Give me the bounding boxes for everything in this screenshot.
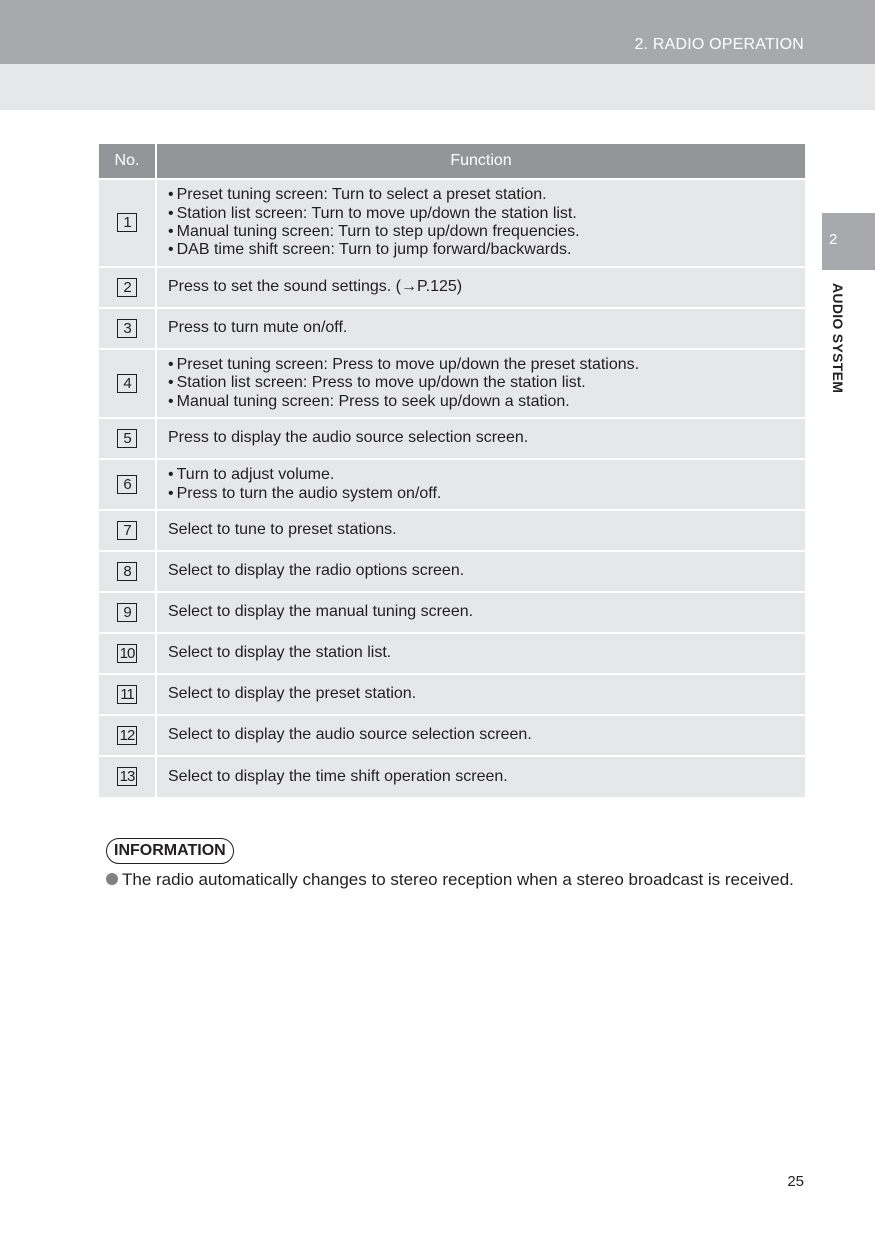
header-bar (0, 0, 875, 64)
bullet-icon: • (168, 466, 174, 484)
bullet-icon: • (168, 204, 174, 222)
function-text: Select to display the radio options screen. (168, 562, 465, 580)
function-list-item (168, 393, 795, 411)
item-number-badge: 1 (117, 213, 137, 232)
row-number-cell (99, 179, 156, 267)
item-number-badge: 3 (117, 319, 137, 338)
table-row (99, 418, 805, 459)
function-text: Select to display the preset station. (168, 685, 417, 703)
chapter-number: 2 (829, 231, 838, 248)
table-body (99, 179, 805, 797)
bullet-icon: • (168, 484, 174, 502)
table-row (99, 349, 805, 418)
row-number-cell (99, 418, 156, 459)
page-number: 25 (787, 1173, 804, 1190)
item-number-badge: 11 (117, 685, 137, 704)
row-number-cell (99, 715, 156, 756)
function-text: Select to display the time shift operation screen. (168, 767, 508, 785)
function-cell (156, 308, 805, 349)
function-text: Select to display the manual tuning screen. (168, 603, 474, 621)
function-cell (156, 551, 805, 592)
table-row (99, 459, 805, 510)
row-number-cell (99, 349, 156, 418)
function-cell (156, 418, 805, 459)
table-row (99, 674, 805, 715)
bullet-icon: • (168, 186, 174, 204)
table-row (99, 267, 805, 308)
bullet-icon: • (168, 374, 174, 392)
function-text: Press to set the sound settings. (→P.125) (168, 278, 463, 296)
row-number-cell (99, 267, 156, 308)
function-text: Select to display the audio source selection screen. (168, 726, 532, 744)
function-text: Preset tuning screen: Press to move up/down the preset stations. (176, 355, 640, 373)
function-list (168, 356, 795, 411)
table-row (99, 179, 805, 267)
function-cell (156, 179, 805, 267)
item-number-badge: 13 (117, 767, 137, 786)
row-number-cell (99, 308, 156, 349)
information-label: INFORMATION (106, 838, 234, 864)
bullet-icon (106, 873, 118, 885)
table-row (99, 715, 805, 756)
function-text: Press to display the audio source selection screen. (168, 429, 529, 447)
function-text: Manual tuning screen: Press to seek up/down a station. (176, 392, 570, 410)
function-cell (156, 633, 805, 674)
function-text: Manual tuning screen: Turn to step up/down frequencies. (176, 223, 580, 240)
section-title: 2. RADIO OPERATION (634, 36, 804, 53)
row-number-cell (99, 510, 156, 551)
function-cell (156, 459, 805, 510)
information-text: The radio automatically changes to stereo reception when a stereo broadcast is received. (122, 870, 794, 889)
table-row (99, 551, 805, 592)
function-cell (156, 756, 805, 797)
chapter-label: AUDIO SYSTEM (830, 283, 846, 394)
information-note (106, 870, 794, 890)
header-band (0, 64, 875, 110)
row-number-cell (99, 592, 156, 633)
function-list-item (168, 485, 795, 503)
function-list-item (168, 186, 795, 204)
function-list-item (168, 356, 795, 374)
function-cell (156, 592, 805, 633)
function-text: Press to turn mute on/off. (168, 319, 348, 337)
chapter-tab (822, 213, 875, 270)
column-header-no: No. (99, 144, 156, 179)
row-number-cell (99, 674, 156, 715)
item-number-badge: 5 (117, 429, 137, 448)
item-number-badge: 6 (117, 475, 137, 494)
function-list-item (168, 205, 795, 223)
bullet-icon: • (168, 241, 174, 259)
function-cell (156, 267, 805, 308)
function-list (168, 186, 795, 260)
function-text: Turn to adjust volume. (176, 466, 335, 484)
function-list-item (168, 466, 795, 484)
item-number-badge: 12 (117, 726, 137, 745)
item-number-badge: 2 (117, 278, 137, 297)
column-header-function: Function (156, 144, 805, 179)
function-text: Station list screen: Turn to move up/down the station list. (176, 204, 577, 222)
item-number-badge: 7 (117, 521, 137, 540)
table-row (99, 308, 805, 349)
function-text: Press to turn the audio system on/off. (176, 484, 442, 502)
table-row (99, 592, 805, 633)
row-number-cell (99, 633, 156, 674)
table-row (99, 633, 805, 674)
function-text: Select to display the station list. (168, 644, 392, 662)
bullet-icon: • (168, 392, 174, 410)
row-number-cell (99, 459, 156, 510)
function-text: Preset tuning screen: Turn to select a preset station. (176, 186, 547, 204)
function-cell (156, 510, 805, 551)
function-cell (156, 674, 805, 715)
item-number-badge: 10 (117, 644, 137, 663)
table-row (99, 510, 805, 551)
row-number-cell (99, 756, 156, 797)
function-list-item (168, 241, 795, 259)
bullet-icon: • (168, 355, 174, 373)
function-list-item (168, 374, 795, 392)
function-cell (156, 349, 805, 418)
function-text: Select to tune to preset stations. (168, 521, 397, 539)
bullet-icon: • (168, 223, 174, 240)
item-number-badge: 9 (117, 603, 137, 622)
function-cell (156, 715, 805, 756)
row-number-cell (99, 551, 156, 592)
item-number-badge: 8 (117, 562, 137, 581)
item-number-badge: 4 (117, 374, 137, 393)
function-list (168, 466, 795, 503)
function-table (99, 144, 805, 797)
table-row (99, 756, 805, 797)
table-header-row (99, 144, 805, 179)
function-text: Station list screen: Press to move up/down the station list. (176, 374, 586, 392)
function-text: DAB time shift screen: Turn to jump forward/backwards. (176, 241, 572, 259)
function-list-item (168, 223, 795, 241)
